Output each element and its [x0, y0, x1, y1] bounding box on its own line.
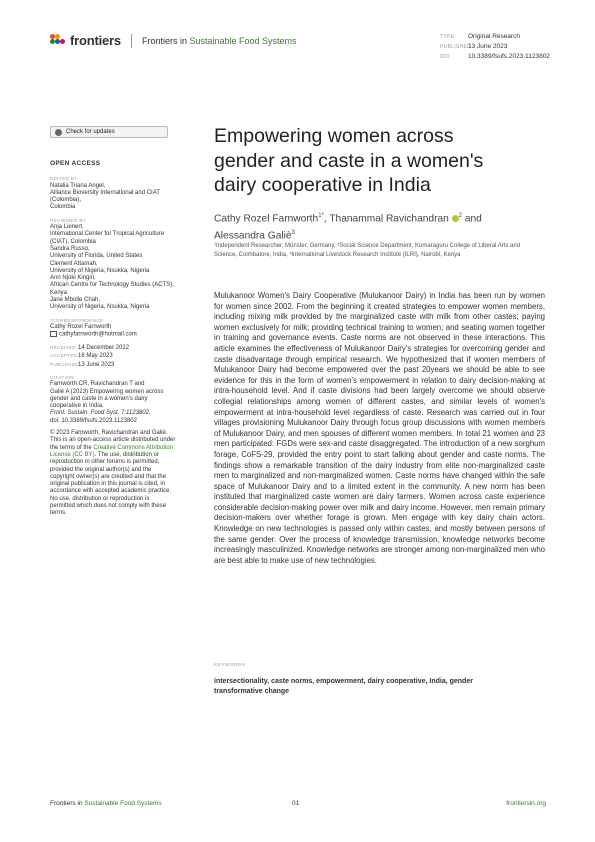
left-sidebar: [50, 160, 200, 518]
correspondence-name: Cathy Rozel Farnworth: [50, 323, 112, 330]
page-number: 01: [292, 800, 300, 807]
reviewed-by: Anja Lienert, International Center for Tropical Agriculture (CIAT), Colombia Sandra Russo, University of Florida, United States Clement Attamah, University of Nigeria, Nsukka, Nigeria Ann Njoki Kingiri, African Centre for Technology Studies (ACTS), Kenya Jane Mbolle Chah, University of Nigeria, Nsukka, Nigeria: [50, 224, 174, 311]
citation-doi[interactable]: doi: 10.3389/fsufs.2023.1123802: [50, 417, 137, 424]
journal-header: [50, 33, 297, 48]
copyright: © 2023 Farnworth, Ravichandran and Galiè. This is an open-access article distributed under the terms of the Creative Commons Attribution License (CC BY). The use, distribution or reproduction in other forums is permitted, provided the original author(s) and the copyright owner(s) are credited and that the original publication in this journal is cited, in accordance with accepted academic practice. No use, distribution or reproduction is permitted which does not comply with these terms.: [50, 430, 176, 517]
keywords: intersectionality, caste norms, empowerment, dairy cooperative, India, gender transformative change: [214, 678, 473, 695]
meta-published: PUBLISHED13 June 2023: [440, 43, 508, 50]
frontiers-logo-icon: [50, 34, 64, 48]
footer-site-link[interactable]: frontiersin.org: [506, 800, 546, 807]
article-meta: [440, 32, 550, 62]
mail-icon: [50, 331, 57, 337]
logo-divider: [131, 34, 132, 48]
logo-text: frontiers: [70, 33, 121, 48]
license-link[interactable]: Creative Commons Attribution License (CC BY): [50, 444, 174, 458]
check-updates-button[interactable]: Check for updates: [50, 126, 168, 138]
correspondence-email-row[interactable]: [50, 331, 200, 339]
author-1[interactable]: Cathy Rozel Farnworth: [214, 213, 319, 225]
check-updates-icon: [55, 129, 62, 136]
date-published: PUBLISHED13 June 2023: [50, 361, 115, 368]
article-title: Empowering women across gender and caste in a women's dairy cooperative in India: [214, 125, 484, 196]
orcid-icon[interactable]: [452, 215, 459, 222]
author-3[interactable]: and Alessandra Galiè: [214, 213, 482, 242]
date-received: RECEIVED 14 December 2022: [50, 345, 130, 352]
citation-text: Farnworth CR, Ravichandran T and Galiè A (2023) Empowering women across gender and caste in a women's dairy cooperative in India.: [50, 381, 164, 410]
footer-journal: Frontiers in Sustainable Food Systems: [50, 800, 162, 807]
correspondence-email[interactable]: cathyfarnworth@hotmail.com: [59, 331, 137, 338]
meta-doi: DOI 10.3389/fsufs.2023.1123802: [440, 53, 550, 60]
affiliations: ¹Independent Researcher, Münster, Germany, ²Social Science Department, Kumaraguru College of Liberal Arts and Science, Coimbatore, India, ³International Livestock Research Institute (ILRI), Nairobi, Kenya: [214, 243, 521, 258]
authors: Cathy Rozel Farnworth$^{1*}$, Thanammal Ravichandran $^2$ and Alessandra Galiè$^3$: [214, 213, 482, 242]
edited-by-label: EDITED BY: [50, 176, 78, 182]
correspondence-label: *CORRESPONDENCE: [50, 317, 104, 323]
meta-type: TYPE Original Research: [440, 33, 521, 40]
reviewed-by-label: REVIEWED BY: [50, 217, 87, 223]
journal-name[interactable]: Frontiers in Sustainable Food Systems: [141, 35, 297, 46]
citation-journal: Front. Sustain. Food Syst. 7:1123802.: [50, 410, 151, 417]
abstract: Mulukanoor Women's Dairy Cooperative (Mulukanoor Dairy) in India has been run by women for women since 2002. From the beginning it created strategies to empower women members, including mixing milk provided by the marginalized caste with milk from other castes; paying women exclusively for milk; providing technical training to women; and seating women together in training and governance events. Caste norms are not observed in these interactions. This article examines the effectiveness of Mulukanoor Dairy's strategies for overcoming gender and caste disadvantage through empirical research. We hypothesized that if women members of Mulukanoor Dairy had become empowered over the past 20years we should be able to see evidence for this in the form of women's empowerment in relation to dairy decision-making at intra-household level. And if caste divisions had been largely overcome we should observe collegial relationships among women of different castes, and similar levels of women's empowerment at intra-household level regardless of caste. Research was carried out in four villages provisioning Mulukanoor Dairy through focus group discussions with women members of Mulukanoor Dairy, and men spouses of different women members. In total 21 women and 23 men participated: FGDs were sex-and caste disaggregated. The introduction of a new sorghum forage, CoFS-29, provided the entry point to start talking about gender and caste norms. The findings show a remarkable transition of the dairy industry from elite non-marginalized caste men to marginalized and non-marginalized women. Caste norms have changed within the safe space of Mulukanoor Dairy and to a limited extent in the community. A new norm has been instituted that marginalized caste women are dairy farmers. Women across caste experience considerable decision-making power over milk and dairy income. However, men remain primary decision-makers over whether forage is grown. Men engage with key dairy chain actors. Knowledge on new technologies is passed only within castes, and mostly between persons of the same gender. Over the process of knowledge transmission, knowledge networks become increasingly masculinized. Knowledge networks are stronger among non-marginalized men who are best able to make use of new technologies.: [214, 291, 545, 565]
open-access-label: OPEN ACCESS: [50, 160, 101, 167]
citation-label: CITATION: [50, 375, 74, 380]
dates: [50, 344, 200, 369]
keywords-label: KEYWORDS: [214, 663, 246, 668]
edited-by: Natalia Triana Angel, Alliance Bioversity International and CIAT (Colombia), Colombia: [50, 182, 160, 211]
date-accepted: ACCEPTED16 May 2023: [50, 353, 113, 360]
author-2[interactable]: , Thanammal Ravichandran: [323, 213, 449, 225]
